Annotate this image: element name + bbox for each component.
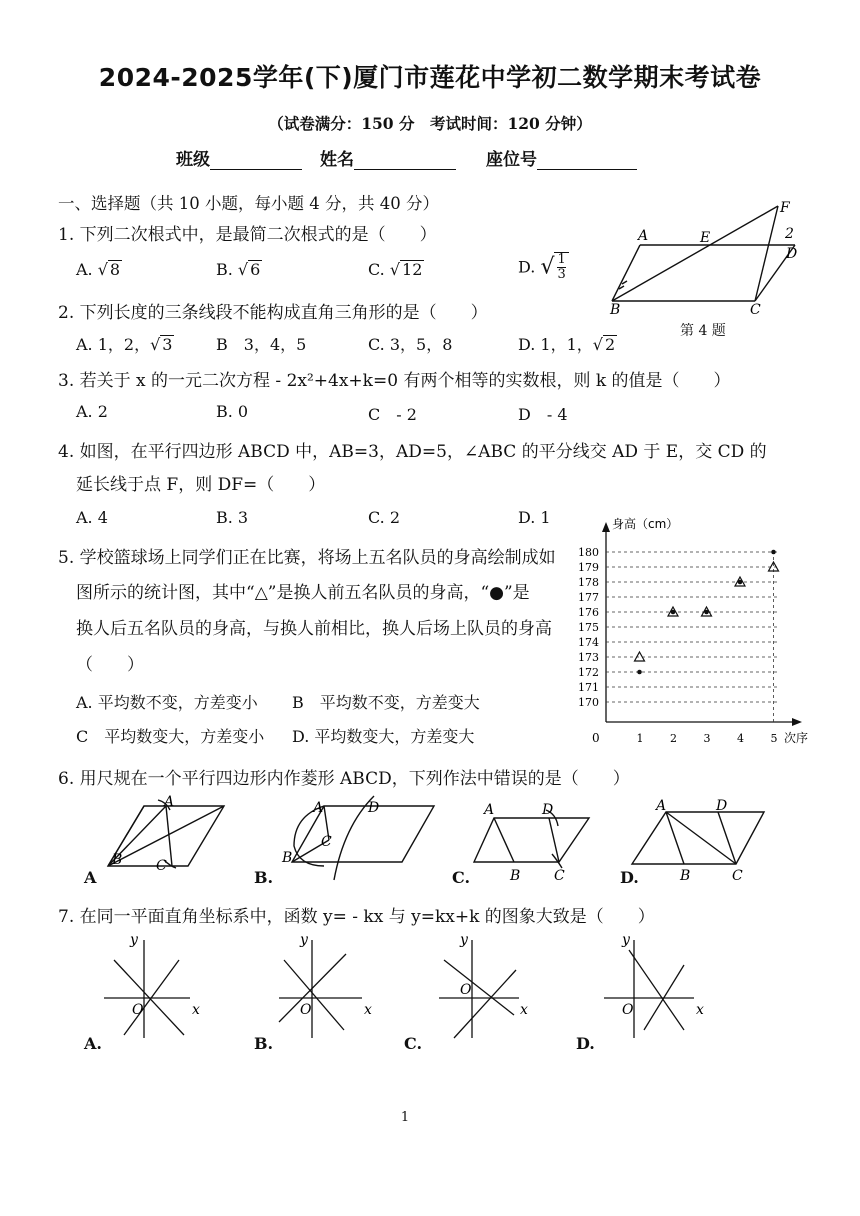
class-field[interactable] (176, 145, 302, 170)
q6d-label-b: B (680, 868, 691, 884)
q5-option-a[interactable]: A. 平均数不变，方差变小 (76, 693, 258, 712)
q6c-parallelogram (474, 818, 589, 862)
q6a-label-a: A (164, 794, 175, 810)
q5-x-tick: 4 (737, 732, 744, 745)
q5-y-label: 身高（cm） (612, 517, 679, 531)
q5-x-tick: 5 (770, 732, 778, 745)
q4-option-b[interactable]: B. 3 (216, 508, 249, 527)
q7-option-a[interactable]: A. (84, 1034, 102, 1053)
q5-y-tick: 174 (578, 636, 599, 649)
q7-option-d[interactable]: D. (576, 1034, 595, 1053)
q4-label-a: A (638, 228, 649, 244)
q6d-label-a: A (656, 798, 667, 814)
q4-option-a[interactable]: A. 4 (76, 508, 108, 527)
class-blank[interactable] (210, 151, 302, 170)
q2-option-c[interactable]: C. 3，5，8 (368, 335, 453, 354)
q7-stem: 7. 在同一平面直角坐标系中，函数 y= - kx 与 y=kx+k 的图象大致是（ ） (58, 907, 655, 927)
q3-option-d[interactable]: D - 4 (518, 405, 568, 424)
q1-option-b[interactable]: B. √ 6 (216, 260, 261, 279)
q6c-label-c: C (554, 868, 565, 884)
name-blank[interactable] (354, 151, 456, 170)
q4-bisector-bf (612, 206, 778, 301)
q6-option-a[interactable]: A (84, 868, 97, 887)
q7c-x: x (520, 1002, 528, 1018)
q6-option-c[interactable]: C. (452, 868, 471, 887)
q5-x-label: 次序 (784, 731, 809, 745)
q7b-x: x (364, 1002, 372, 1018)
q2-stem: 2. 下列长度的三条线段不能构成直角三角形的是（ ） (58, 303, 488, 323)
name-field[interactable] (320, 145, 456, 170)
q5-line1: 5. 学校篮球场上同学们正在比赛，将场上五名队员的身高绘制成如 (58, 548, 556, 568)
q5-option-b[interactable]: B 平均数不变，方差变大 (292, 693, 480, 712)
q5-dot-point (671, 610, 676, 615)
q6a-label-c: C (156, 858, 167, 874)
exam-title: 2024-2025学年(下)厦门市莲花中学初二数学期末考试卷 (98, 63, 762, 92)
q5-dot-point (738, 580, 743, 585)
q6b-label-b: B (282, 850, 293, 866)
seat-blank[interactable] (537, 151, 637, 170)
q6-figures (84, 792, 804, 892)
page-number: 1 (400, 1110, 410, 1125)
q6-stem: 6. 用尺规在一个平行四边形内作菱形 ABCD，下列作法中错误的是（ ） (58, 769, 630, 789)
q5-y-tick: 173 (578, 651, 599, 664)
q5-line2: 图所示的统计图，其中“△”是换人前五名队员的身高，“●”是 (76, 583, 530, 603)
q4-label-b: B (610, 302, 621, 318)
q6-option-b[interactable]: B. (254, 868, 274, 887)
q4-label-f: F (780, 200, 790, 216)
q2-option-a[interactable]: A. 1，2，√ 3 (76, 335, 173, 354)
q6d-label-c: C (732, 868, 743, 884)
q5-triangle-point (635, 652, 645, 661)
q5-dot-point (771, 550, 776, 555)
q5-x-tick: 1 (636, 732, 644, 745)
q4-stem-line1: 4. 如图，在平行四边形 ABCD 中，AB=3，AD=5，∠ABC 的平分线交 AD 于 E，交 CD 的 (58, 442, 767, 462)
q6c-label-b: B (510, 868, 521, 884)
q7b-y: y (300, 932, 308, 948)
q7-option-b[interactable]: B. (254, 1034, 274, 1053)
q4-label-e: E (700, 230, 711, 246)
exam-subtitle: （试卷满分：150 分 考试时间：120 分钟） (268, 114, 592, 133)
seat-label: 座位号 (486, 150, 537, 170)
q6c-label-a: A (484, 802, 495, 818)
class-label: 班级 (176, 150, 210, 170)
q5-origin-label: 0 (592, 731, 600, 745)
q7c-o: O (460, 982, 472, 998)
q5-y-tick: 180 (578, 546, 599, 559)
q3-option-c[interactable]: C - 2 (368, 405, 417, 424)
q7b-o: O (300, 1002, 312, 1018)
q4-option-c[interactable]: C. 2 (368, 508, 401, 527)
q6b-label-c: C (321, 834, 332, 850)
q5-x-arrow (792, 718, 802, 726)
q5-dot-point (637, 670, 642, 675)
q7d-o: O (622, 1002, 634, 1018)
q5-y-tick: 175 (578, 621, 599, 634)
q4-option-d[interactable]: D. 1 (518, 508, 551, 527)
q6b-label-d: D (368, 800, 380, 816)
q1-option-c[interactable]: C. √ 12 (368, 260, 423, 279)
section-heading: 一、选择题（共 10 小题，每小题 4 分，共 40 分） (58, 194, 439, 213)
q3-stem: 3. 若关于 x 的一元二次方程 - 2x²+4x+k=0 有两个相等的实数根，则 k 的值是（ ） (58, 371, 731, 391)
q7a-y: y (130, 932, 138, 948)
q7-graphs (84, 930, 744, 1040)
q5-line3: 换人后五名队员的身高，与换人前相比，换人后场上队员的身高 (76, 619, 552, 639)
q7d-x: x (696, 1002, 704, 1018)
q5-option-c[interactable]: C 平均数变大，方差变小 (76, 727, 265, 746)
q5-y-tick: 170 (578, 696, 599, 709)
seat-field[interactable] (486, 145, 637, 170)
q4-label-d: D (786, 246, 798, 262)
q4-label-c: C (750, 302, 761, 318)
name-label: 姓名 (320, 150, 354, 170)
q7c-y: y (460, 932, 468, 948)
q6c-label-d: D (542, 802, 554, 818)
q5-option-d[interactable]: D. 平均数变大，方差变大 (292, 727, 475, 746)
q6d-label-d: D (716, 798, 728, 814)
q5-x-tick: 2 (670, 732, 677, 745)
q1-stem: 1. 下列二次根式中，是最简二次根式的是（ ） (58, 225, 437, 245)
q3-option-b[interactable]: B. 0 (216, 402, 249, 421)
q2-option-b[interactable]: B 3，4，5 (216, 335, 307, 354)
q4-figure-caption: 第 4 题 (680, 323, 726, 339)
q5-y-tick: 178 (578, 576, 599, 589)
q5-y-tick: 171 (578, 681, 599, 694)
q5-height-chart (570, 510, 815, 750)
q5-y-tick: 177 (578, 591, 599, 604)
q5-dot-point (704, 610, 709, 615)
q3-option-a[interactable]: A. 2 (76, 402, 108, 421)
q4-figure (600, 198, 800, 338)
q5-x-tick: 3 (703, 732, 711, 745)
q7a-o: O (132, 1002, 144, 1018)
q6-option-d[interactable]: D. (620, 868, 639, 887)
q7a-x: x (192, 1002, 200, 1018)
q4-label-mark: 2 (785, 226, 794, 242)
q4-extension-cf (755, 206, 778, 301)
q5-y-arrow (602, 522, 610, 532)
q6a-label-b: B (112, 852, 123, 868)
q5-y-tick: 179 (578, 561, 599, 574)
q1-option-a[interactable]: A. √ 8 (76, 260, 121, 279)
q7-option-c[interactable]: C. (404, 1034, 423, 1053)
q5-y-tick: 172 (578, 666, 599, 679)
q1-option-d[interactable]: D. √ $\frac{1}{3}$ (518, 252, 569, 282)
q2-option-d[interactable]: D. 1，1，√ 2 (518, 335, 616, 354)
q5-y-tick: 176 (578, 606, 599, 619)
q5-line4: （ ） (76, 655, 144, 675)
q6b-label-a: A (313, 800, 324, 816)
q6d-parallelogram (632, 812, 764, 864)
q7d-y: y (622, 932, 630, 948)
q4-stem-line2: 延长线于点 F，则 DF=（ ） (76, 475, 326, 495)
